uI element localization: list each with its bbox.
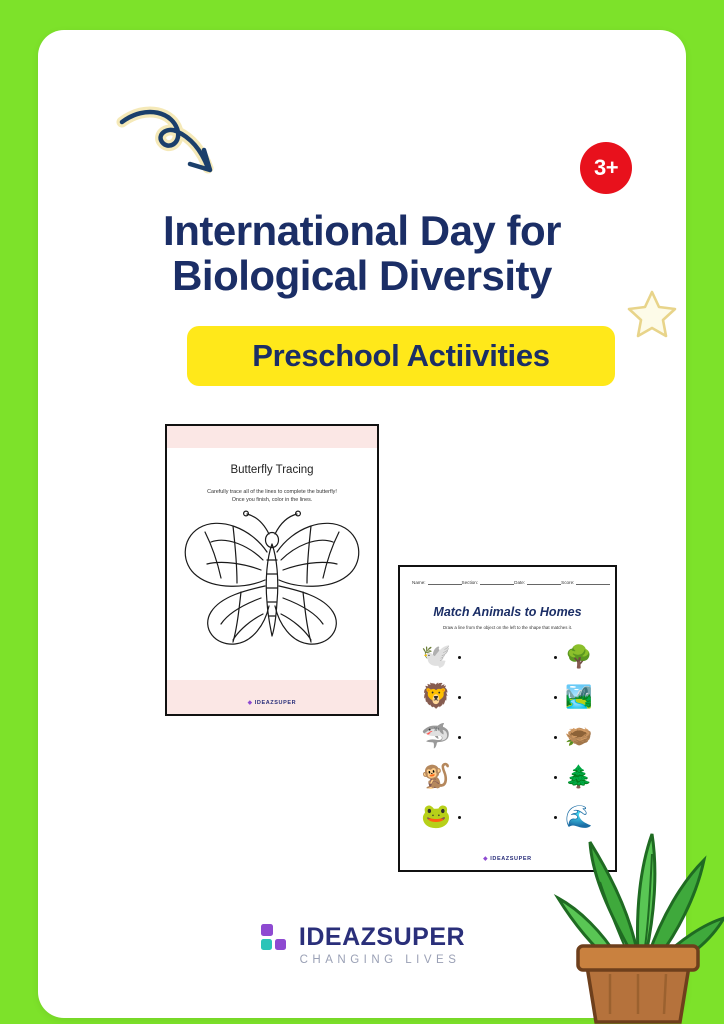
instruction-line-1: Carefully trace all of the lines to complete the butterfly! — [207, 489, 337, 495]
animal-bird-icon[interactable]: 🕊️ — [421, 643, 451, 670]
brand-dot-icon: ◆ — [483, 856, 489, 862]
title-line-1: International Day for — [163, 207, 561, 254]
field-name-label: Name: — [412, 580, 426, 585]
home-pond-icon[interactable]: 🏞️ — [565, 684, 593, 709]
connector-dot-left[interactable] — [458, 776, 461, 779]
field-date-rule — [527, 579, 561, 585]
home-tree-icon[interactable]: 🌳 — [565, 644, 593, 669]
field-section — [462, 579, 515, 585]
page-title — [38, 208, 686, 299]
field-name-rule — [428, 579, 462, 585]
field-date — [514, 579, 561, 585]
connector-dot-left[interactable] — [458, 816, 461, 819]
brand-dot-icon: ◆ — [247, 700, 253, 706]
connector-dot-left[interactable] — [458, 656, 461, 659]
worksheet-match-title: Match Animals to Homes — [433, 605, 582, 619]
ideazsuper-logo-icon — [259, 922, 289, 952]
plant-illustration — [540, 764, 724, 1024]
field-name — [412, 579, 462, 585]
worksheet-butterfly-footer-brand — [167, 700, 377, 706]
footer-brand-text: IDEAZSUPER — [254, 700, 297, 706]
match-row[interactable] — [414, 639, 601, 675]
arrow-doodle-icon — [116, 106, 226, 178]
worksheet-butterfly-title: Butterfly Tracing — [230, 464, 314, 476]
worksheet-fields-row — [412, 579, 603, 585]
connector-dot-left[interactable] — [458, 736, 461, 739]
field-date-label: Date: — [514, 580, 526, 585]
subtitle-text: Preschool Actiivities — [252, 338, 550, 373]
home-nest-icon[interactable]: 🪹 — [565, 724, 593, 749]
match-row[interactable] — [414, 719, 601, 755]
field-score-rule — [576, 579, 610, 585]
butterfly-outline-illustration — [175, 510, 369, 670]
animal-lion-icon[interactable]: 🦁 — [421, 683, 451, 710]
footer-brand-text: IDEAZSUPER — [490, 856, 532, 862]
field-score-label: Score: — [561, 580, 575, 585]
instruction-line-2: Once you finish, color in the lines. — [231, 497, 313, 504]
worksheet-bottom-band — [167, 680, 377, 714]
field-section-label: Section: — [461, 580, 479, 585]
worksheet-butterfly-tracing[interactable] — [165, 424, 379, 716]
age-badge: 3+ — [580, 142, 632, 194]
animal-monkey-icon[interactable]: 🐒 — [421, 763, 451, 790]
home-ocean-icon[interactable]: 🌊 — [565, 804, 593, 829]
worksheet-top-band — [167, 426, 377, 448]
connector-dot-left[interactable] — [458, 696, 461, 699]
animal-shark-icon[interactable]: 🦈 — [421, 723, 451, 750]
title-line-2: Biological Diversity — [172, 252, 552, 300]
match-row[interactable] — [414, 679, 601, 715]
field-score — [561, 579, 610, 585]
brand-row — [259, 922, 465, 952]
home-forest-icon[interactable]: 🌲 — [565, 764, 593, 789]
worksheet-butterfly-instructions — [177, 488, 367, 504]
subtitle-highlight — [187, 326, 615, 386]
brand-name: IDEAZSUPER — [298, 922, 466, 951]
field-section-rule — [480, 579, 514, 585]
brand-tagline: CHANGING LIVES — [299, 954, 461, 966]
animal-frog-icon[interactable]: 🐸 — [421, 803, 451, 830]
worksheet-match-instructions: Draw a line from the object on the left to the shape that matches it. — [442, 625, 573, 630]
